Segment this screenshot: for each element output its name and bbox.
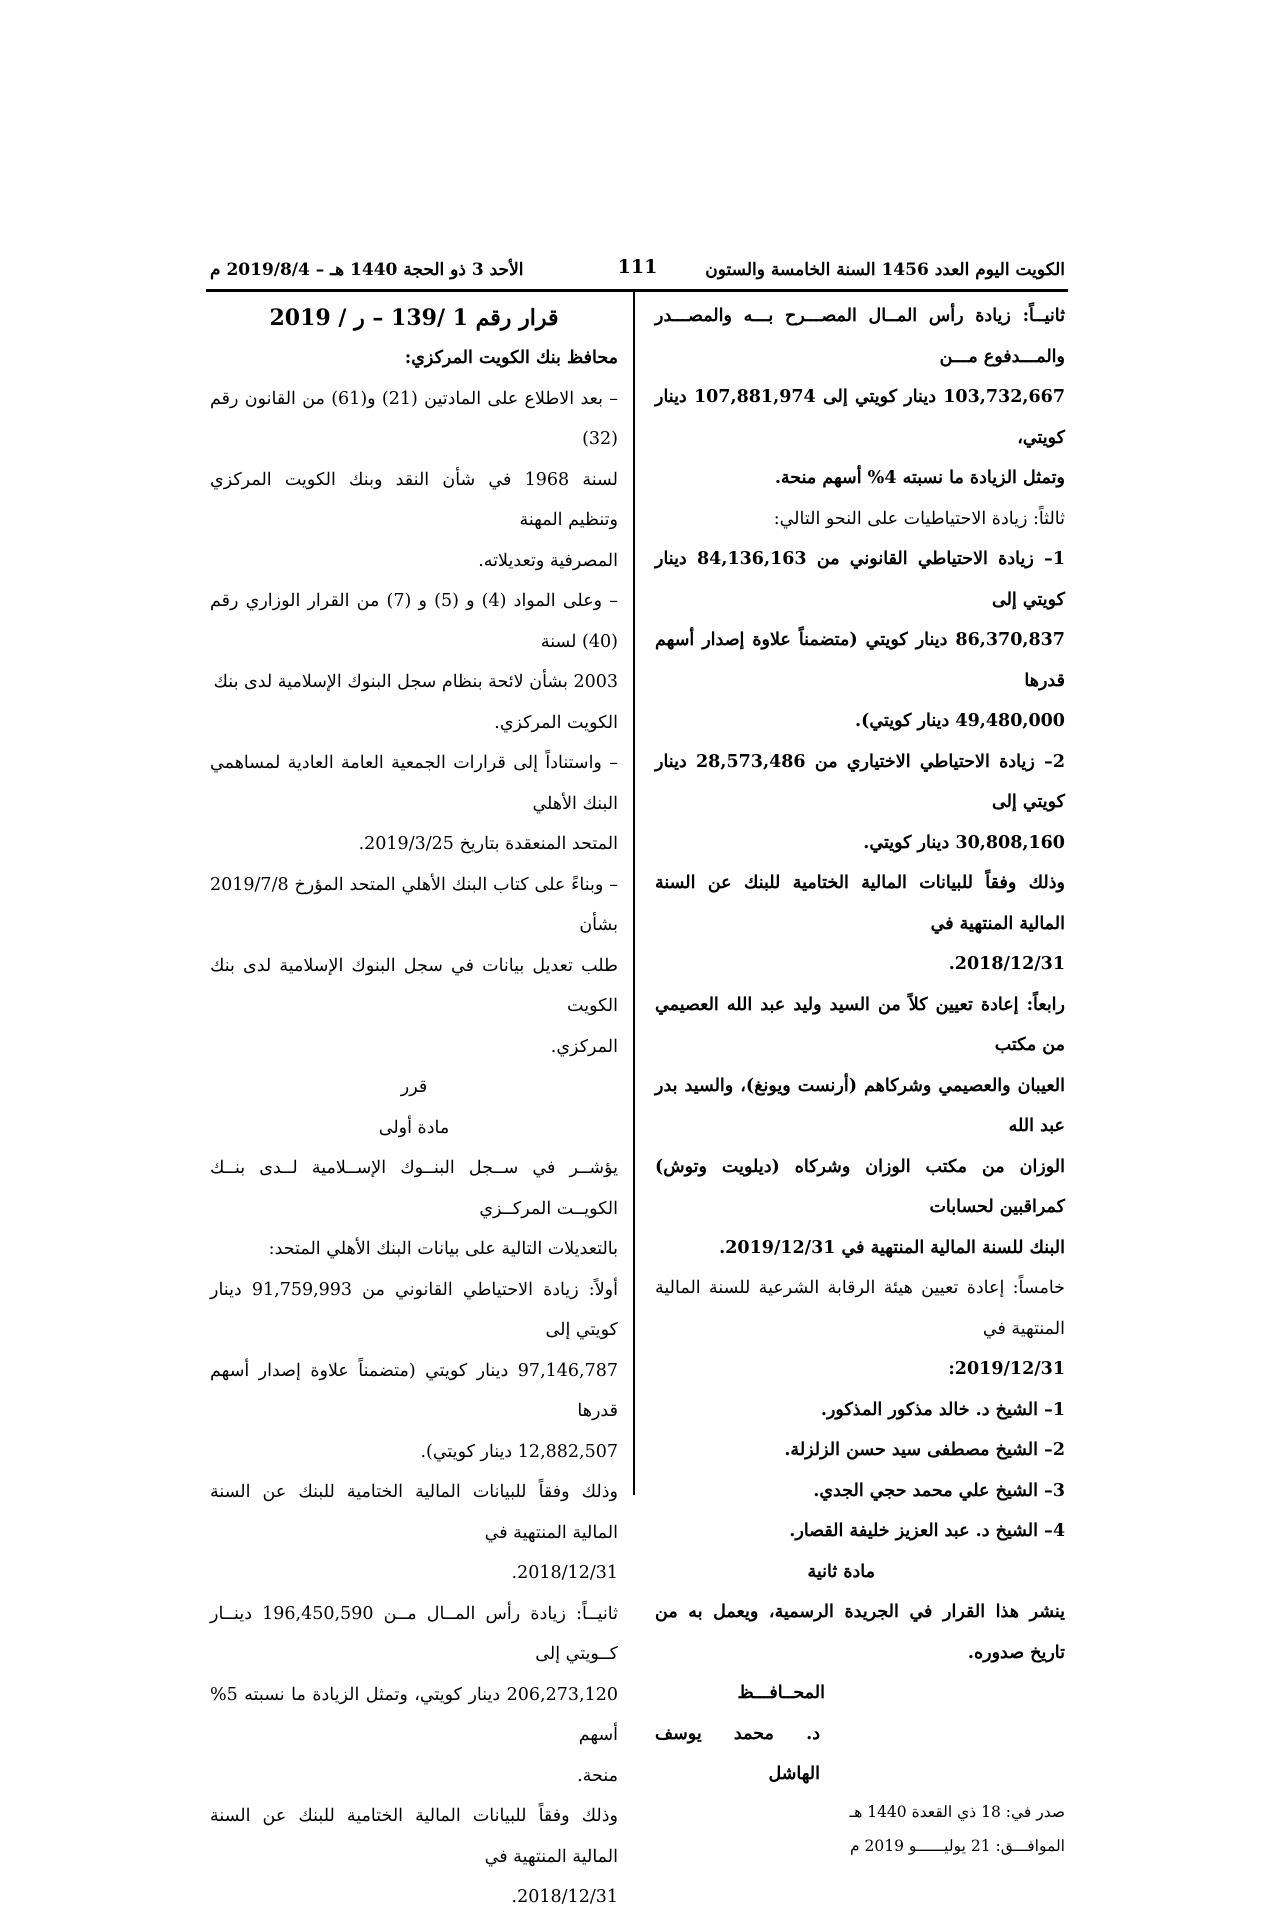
column-divider — [633, 292, 635, 1495]
text-line: الكويت المركزي. — [494, 712, 618, 733]
text-line: الوزان من مكتب الوزان وشركاه (ديلويت وتوش) كمراقبين لحسابات — [655, 1156, 1065, 1217]
text-line: أولاً: زيادة الاحتياطي القانوني من 91,759,993 دينار كويتي إلى — [210, 1279, 618, 1340]
page-header — [210, 256, 1065, 286]
list-item: 4– الشيخ د. عبد العزيز خليفة القصار. — [789, 1521, 1065, 1541]
text-line: 2003 بشأن لائحة بنظام سجل البنوك الإسلامية لدى بنك — [213, 672, 618, 692]
text-line: 206,273,120 دينار كويتي، وتمثل الزيادة ما نسبته 5% أسهم — [210, 1684, 618, 1745]
text-line: ثالثاً: زيادة الاحتياطيات على النحو التالي: — [773, 508, 1065, 529]
issued-date: صدر في: 18 ذي القعدة 1440 هـ — [849, 1802, 1065, 1821]
decided-heading: قرر — [400, 1077, 428, 1097]
text-line: 49,480,000 دينار كويتي). — [854, 711, 1065, 731]
text-line: وذلك وفقاً للبيانات المالية الختامية للبنك عن السنة المالية المنتهية في — [210, 1806, 618, 1867]
text-line: ينشر هذا القرار في الجريدة الرسمية، ويعمل به من تاريخ صدوره. — [655, 1602, 1065, 1663]
text-line: البنك للسنة المالية المنتهية في 2019/12/31. — [719, 1237, 1065, 1258]
governor-title: المحــافـــظ — [737, 1683, 825, 1703]
text-line: 2018/12/31. — [511, 1563, 618, 1583]
text-line: 2018/12/31. — [511, 1887, 618, 1907]
text-line: – واستناداً إلى قرارات الجمعية العامة العادية لمساهمي البنك الأهلي — [210, 753, 618, 814]
right-column — [655, 296, 1065, 1863]
header-date: الأحد 3 ذو الحجة 1440 هـ – 2019/8/4 م — [210, 260, 524, 280]
article-two-heading: مادة ثانية — [807, 1561, 875, 1582]
text-line: المركزي. — [550, 1036, 618, 1057]
text-line: رابعاً: إعادة تعيين كلاً من السيد وليد عبد الله العصيمي من مكتب — [655, 994, 1065, 1055]
header-issue-info: الكويت اليوم العدد 1456 السنة الخامسة والستون — [705, 260, 1065, 280]
text-line: 86,370,837 دينار كويتي (متضمناً علاوة إصدار أسهم قدرها — [655, 630, 1065, 691]
text-line: وذلك وفقاً للبيانات المالية الختامية للبنك عن السنة المالية المنتهية في — [210, 1482, 618, 1543]
text-line: – وبناءً على كتاب البنك الأهلي المتحد المؤرخ 2019/7/8 بشأن — [210, 874, 618, 935]
text-line: المصرفية وتعديلاته. — [478, 550, 618, 571]
text-line: 12,882,507 دينار كويتي). — [420, 1441, 618, 1462]
sharia-board-list — [655, 1390, 1065, 1552]
text-line: يؤشــر في ســجل البنــوك الإســلامية لــدى بنــك الكويــت المركــزي — [210, 1158, 618, 1219]
text-line: طلب تعديل بيانات في سجل البنوك الإسلامية لدى بنك الكويت — [210, 955, 618, 1016]
list-item: 3– الشيخ علي محمد حجي الجدي. — [813, 1480, 1065, 1501]
text-line: 2018/12/31. — [948, 954, 1065, 974]
text-line: – وعلى المواد (4) و (5) و (7) من القرار الوزاري رقم (40) لسنة — [210, 591, 619, 652]
article-one-heading: مادة أولى — [378, 1117, 450, 1138]
text-line: ثانيــاً: زيادة رأس المــال مــن 196,450,590 دينــار كــويتي إلى — [210, 1603, 618, 1664]
page-number: 111 — [617, 256, 658, 278]
text-line: محافظ بنك الكويت المركزي: — [404, 348, 618, 368]
governor-name: د. محمد يوسف الهاشل — [655, 1723, 820, 1784]
left-column — [210, 298, 618, 1918]
text-line: بالتعديلات التالية على بيانات البنك الأهلي المتحد: — [268, 1239, 618, 1259]
list-item: 2– الشيخ مصطفى سيد حسن الزلزلة. — [784, 1440, 1065, 1460]
text-line: – بعد الاطلاع على المادتين (21) و(61) من القانون رقم (32) — [210, 388, 619, 449]
text-line: 30,808,160 دينار كويتي. — [863, 832, 1065, 853]
text-line: 1– زيادة الاحتياطي القانوني من 84,136,163 دينار كويتي إلى — [655, 549, 1065, 610]
corresponding-date: الموافـــق: 21 يوليــــــو 2019 م — [850, 1836, 1065, 1855]
text-line: لسنة 1968 في شأن النقد وبنك الكويت المركزي وتنظيم المهنة — [210, 469, 618, 530]
text-line: المتحد المنعقدة بتاريخ 2019/3/25. — [358, 834, 618, 854]
header-rule — [206, 289, 1068, 292]
text-line: 103,732,667 دينار كويتي إلى 107,881,974 دينار كويتي، — [655, 387, 1065, 448]
text-line: 97,146,787 دينار كويتي (متضمناً علاوة إصدار أسهم قدرها — [210, 1360, 618, 1421]
text-line: 2– زيادة الاحتياطي الاختياري من 28,573,486 دينار كويتي إلى — [655, 751, 1065, 812]
text-line: وتمثل الزيادة ما نسبته 4% أسهم منحة. — [774, 468, 1065, 488]
text-line: منحة. — [577, 1765, 618, 1786]
text-line: خامساً: إعادة تعيين هيئة الرقابة الشرعية للسنة المالية المنتهية في — [655, 1278, 1065, 1339]
text-line: ثانيــاً: زيادة رأس المــال المصـــرح بـــه والمصـــدر والمـــدفوع مـــن — [655, 306, 1065, 367]
text-line: العيبان والعصيمي وشركاهم (أرنست ويونغ)، والسيد بدر عبد الله — [655, 1075, 1065, 1136]
decision-title: قرار رقم 1 /139 – ر / 2019 — [269, 305, 559, 331]
list-item: 1– الشيخ د. خالد مذكور المذكور. — [820, 1399, 1065, 1420]
text-line: 2019/12/31: — [948, 1359, 1065, 1379]
text-line: وذلك وفقاً للبيانات المالية الختامية للبنك عن السنة المالية المنتهية في — [655, 873, 1065, 934]
